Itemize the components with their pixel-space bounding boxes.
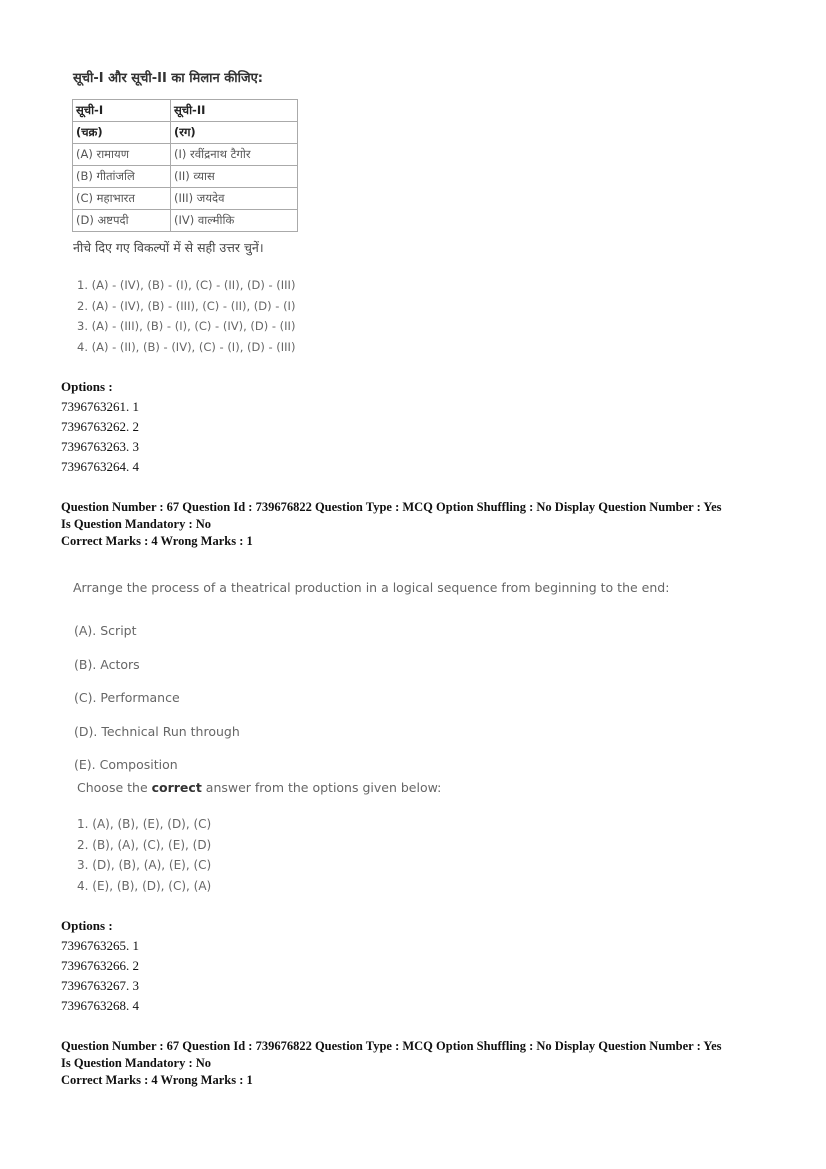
answer-choice: 1. (A), (B), (E), (D), (C) [77,817,212,831]
table-row [73,166,298,188]
option-item: 7396763265. 1 [61,938,139,953]
table-cell: (III) जयदेव [171,188,298,210]
q2-items [74,614,240,782]
table-header-list2: सूची-II [171,100,298,122]
choose-post: answer from the options given below: [201,780,442,795]
table-subheader-list1: (चक्र) [73,122,171,144]
table-cell: (C) महाभारत [73,188,171,210]
meta-line: Correct Marks : 4 Wrong Marks : 1 [61,1073,253,1087]
sequence-item: (D). Technical Run through [74,723,240,739]
match-table [72,99,298,232]
sequence-item: (B). Actors [74,656,140,672]
options-label: Options : [61,918,113,933]
answer-choice: 1. (A) - (IV), (B) - (I), (C) - (II), (D) - (III) [77,278,296,292]
q2-options-block [61,916,139,1016]
sequence-item: (A). Script [74,623,137,638]
table-cell: (II) व्यास [171,166,298,188]
sequence-item: (E). Composition [74,757,178,772]
q1-instruction: नीचे दिए गए विकल्पों में से सही उत्तर चुनें। [73,240,264,255]
meta-line: Question Number : 67 Question Id : 739676822 Question Type : MCQ Option Shuffling : No Display Question Number : Yes [61,1039,722,1053]
meta-line: Is Question Mandatory : No [61,1056,212,1070]
table-header-row [73,100,298,122]
table-cell: (I) रवींद्रनाथ टैगोर [171,144,298,166]
table-row [73,144,298,166]
options-label: Options : [61,379,113,394]
table-subheader-row [73,122,298,144]
sequence-item: (C). Performance [74,690,180,705]
q2-answer-choices [77,814,211,896]
meta-line: Correct Marks : 4 Wrong Marks : 1 [61,534,253,548]
table-cell: (D) अष्टपदी [73,210,171,232]
question-meta-1 [61,499,781,550]
option-item: 7396763262. 2 [61,419,139,434]
q1-options-block [61,377,139,477]
answer-choice: 2. (A) - (IV), (B) - (III), (C) - (II), (D) - (I) [77,298,296,313]
q1-heading: सूची-I और सूची-II का मिलान कीजिए: [73,71,264,86]
table-row [73,188,298,210]
answer-choice: 3. (A) - (III), (B) - (I), (C) - (IV), (D) - (II) [77,319,296,333]
table-row [73,210,298,232]
choose-bold: correct [151,780,202,795]
q1-answer-choices [77,275,295,357]
table-header-list1: सूची-I [73,100,171,122]
q2-prompt: Arrange the process of a theatrical production in a logical sequence from beginning to the end: [73,580,670,595]
option-item: 7396763264. 4 [61,459,139,474]
answer-choice: 3. (D), (B), (A), (E), (C) [77,858,212,872]
table-subheader-list2: (रग) [171,122,298,144]
meta-line: Is Question Mandatory : No [61,517,212,531]
answer-choice: 4. (E), (B), (D), (C), (A) [77,878,212,893]
option-item: 7396763266. 2 [61,958,139,973]
option-item: 7396763268. 4 [61,998,139,1013]
meta-line: Question Number : 67 Question Id : 739676822 Question Type : MCQ Option Shuffling : No Display Question Number : Yes [61,500,722,514]
option-item: 7396763261. 1 [61,399,139,414]
table-cell: (IV) वाल्मीकि [171,210,298,232]
option-item: 7396763267. 3 [61,978,139,993]
answer-choice: 2. (B), (A), (C), (E), (D) [77,837,212,852]
option-item: 7396763263. 3 [61,439,139,454]
answer-choice: 4. (A) - (II), (B) - (IV), (C) - (I), (D) - (III) [77,339,296,354]
table-cell: (B) गीतांजलि [73,166,171,188]
question-meta-2 [61,1038,781,1089]
table-cell: (A) रामायण [73,144,171,166]
q2-choose-instruction [77,780,441,795]
choose-pre: Choose the [77,780,152,795]
